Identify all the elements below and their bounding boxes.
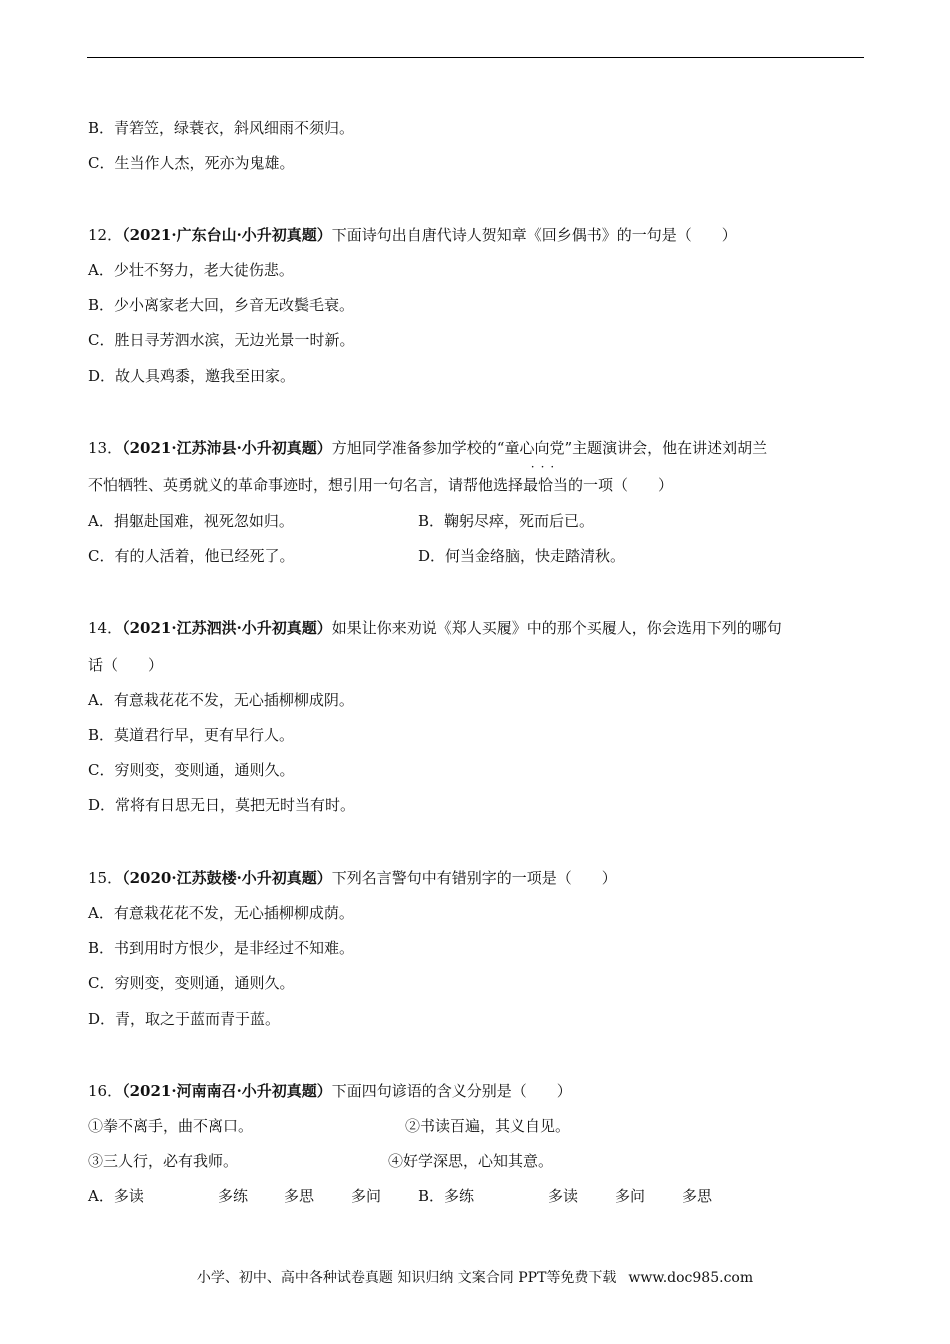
q16-option-a-word3: 多思: [284, 1187, 315, 1205]
q15-number: 15．: [88, 869, 123, 887]
q16-number: 16．: [88, 1082, 123, 1100]
q16-option-b-word4: 多思: [682, 1187, 713, 1205]
q16-saying-3: ③三人行，必有我师。: [88, 1152, 239, 1170]
footer-text: 小学、初中、高中各种试卷真题 知识归纳 文案合同 PPT等免费下载: [196, 1270, 617, 1286]
q16-saying-2: ②书读百遍，其义自见。: [405, 1117, 571, 1135]
q13-option-d: D．何当金络脑，快走踏清秋。: [418, 547, 626, 565]
q15-option-b: B．书到用时方恨少，是非经过不知难。: [88, 939, 355, 957]
q13-stem2a: 不怕牺牲、英勇就义的革命事迹时，想引用一句名言，请帮他选择: [88, 476, 524, 494]
q13-emphasis: [523, 460, 569, 495]
q13-stem2b: 的一项（ ）: [568, 476, 674, 494]
q14-source: （2021·江苏泗洪·小升初真题）: [122, 619, 332, 637]
q11-option-c: C．生当作人杰，死亦为鬼雄。: [88, 154, 295, 172]
q12-option-a: A．少壮不努力，老大徒伤悲。: [88, 261, 294, 279]
emphasis-dots: ···: [530, 460, 561, 474]
q16-option-b-word2: 多读: [548, 1187, 579, 1205]
q14-stem-line1: [88, 618, 782, 638]
q12-source: （2021·广东台山·小升初真题）: [122, 226, 332, 244]
q14-option-a: A．有意栽花花不发，无心插柳柳成阴。: [88, 691, 354, 709]
q12-stem: 下面诗句出自唐代诗人贺知章《回乡偶书》的一句是（ ）: [331, 226, 737, 244]
q16-source: （2021·河南南召·小升初真题）: [122, 1082, 332, 1100]
page-footer: [0, 1267, 950, 1287]
q14-option-d: D．常将有日思无日，莫把无时当有时。: [88, 796, 356, 814]
header-rule: [87, 57, 864, 58]
q15-stem-line: [88, 868, 617, 888]
q13-option-a: A．捐躯赴国难，视死忽如归。: [88, 512, 294, 530]
q13-option-c: C．有的人活着，他已经死了。: [88, 547, 295, 565]
q14-option-b: B．莫道君行早，更有早行人。: [88, 726, 295, 744]
q16-option-a-label: A．多读: [88, 1187, 144, 1205]
q16-saying-1: ①拳不离手，曲不离口。: [88, 1117, 254, 1135]
q12-stem-line: [88, 225, 737, 245]
q16-stem: 下面四句谚语的含义分别是（ ）: [331, 1082, 572, 1100]
q13-stem-line1: [88, 438, 767, 458]
footer-url[interactable]: www.doc985.com: [628, 1270, 754, 1286]
q13-source: （2021·江苏沛县·小升初真题）: [122, 439, 332, 457]
q15-option-d: D．青，取之于蓝而青于蓝。: [88, 1010, 281, 1028]
q16-option-a-word2: 多练: [218, 1187, 249, 1205]
q13-stem1: 方旭同学准备参加学校的“童心向党”主题演讲会，他在讲述刘胡兰: [331, 439, 768, 457]
q15-stem: 下列名言警句中有错别字的一项是（ ）: [331, 869, 617, 887]
q11-option-b: B．青箬笠，绿蓑衣，斜风细雨不须归。: [88, 119, 355, 137]
q15-source: （2020·江苏鼓楼·小升初真题）: [122, 869, 332, 887]
q16-option-b-word3: 多问: [615, 1187, 646, 1205]
q15-option-c: C．穷则变，变则通，通则久。: [88, 974, 295, 992]
q16-stem-line: [88, 1081, 572, 1101]
q16-option-a-word4: 多问: [351, 1187, 382, 1205]
q14-option-c: C．穷则变，变则通，通则久。: [88, 761, 295, 779]
q13-stem-line2: [88, 460, 674, 495]
q12-option-b: B．少小离家老大回，乡音无改鬓毛衰。: [88, 296, 355, 314]
q12-option-c: C．胜日寻芳泗水滨，无边光景一时新。: [88, 331, 355, 349]
q14-stem1: 如果让你来劝说《郑人买履》中的那个买履人，你会选用下列的哪句: [331, 619, 782, 637]
q13-option-b: B．鞠躬尽瘁，死而后已。: [418, 512, 595, 530]
q15-option-a: A．有意栽花花不发，无心插柳柳成荫。: [88, 904, 354, 922]
q14-stem-line2: 话（ ）: [88, 656, 164, 674]
q16-option-b-label: B．多练: [418, 1187, 475, 1205]
q12-number: 12．: [88, 226, 123, 244]
q13-number: 13．: [88, 439, 123, 457]
q12-option-d: D．故人具鸡黍，邀我至田家。: [88, 367, 296, 385]
q16-saying-4: ④好学深思，心知其意。: [388, 1152, 554, 1170]
q14-number: 14．: [88, 619, 123, 637]
q13-emphasis-text: 最恰当: [523, 476, 569, 494]
